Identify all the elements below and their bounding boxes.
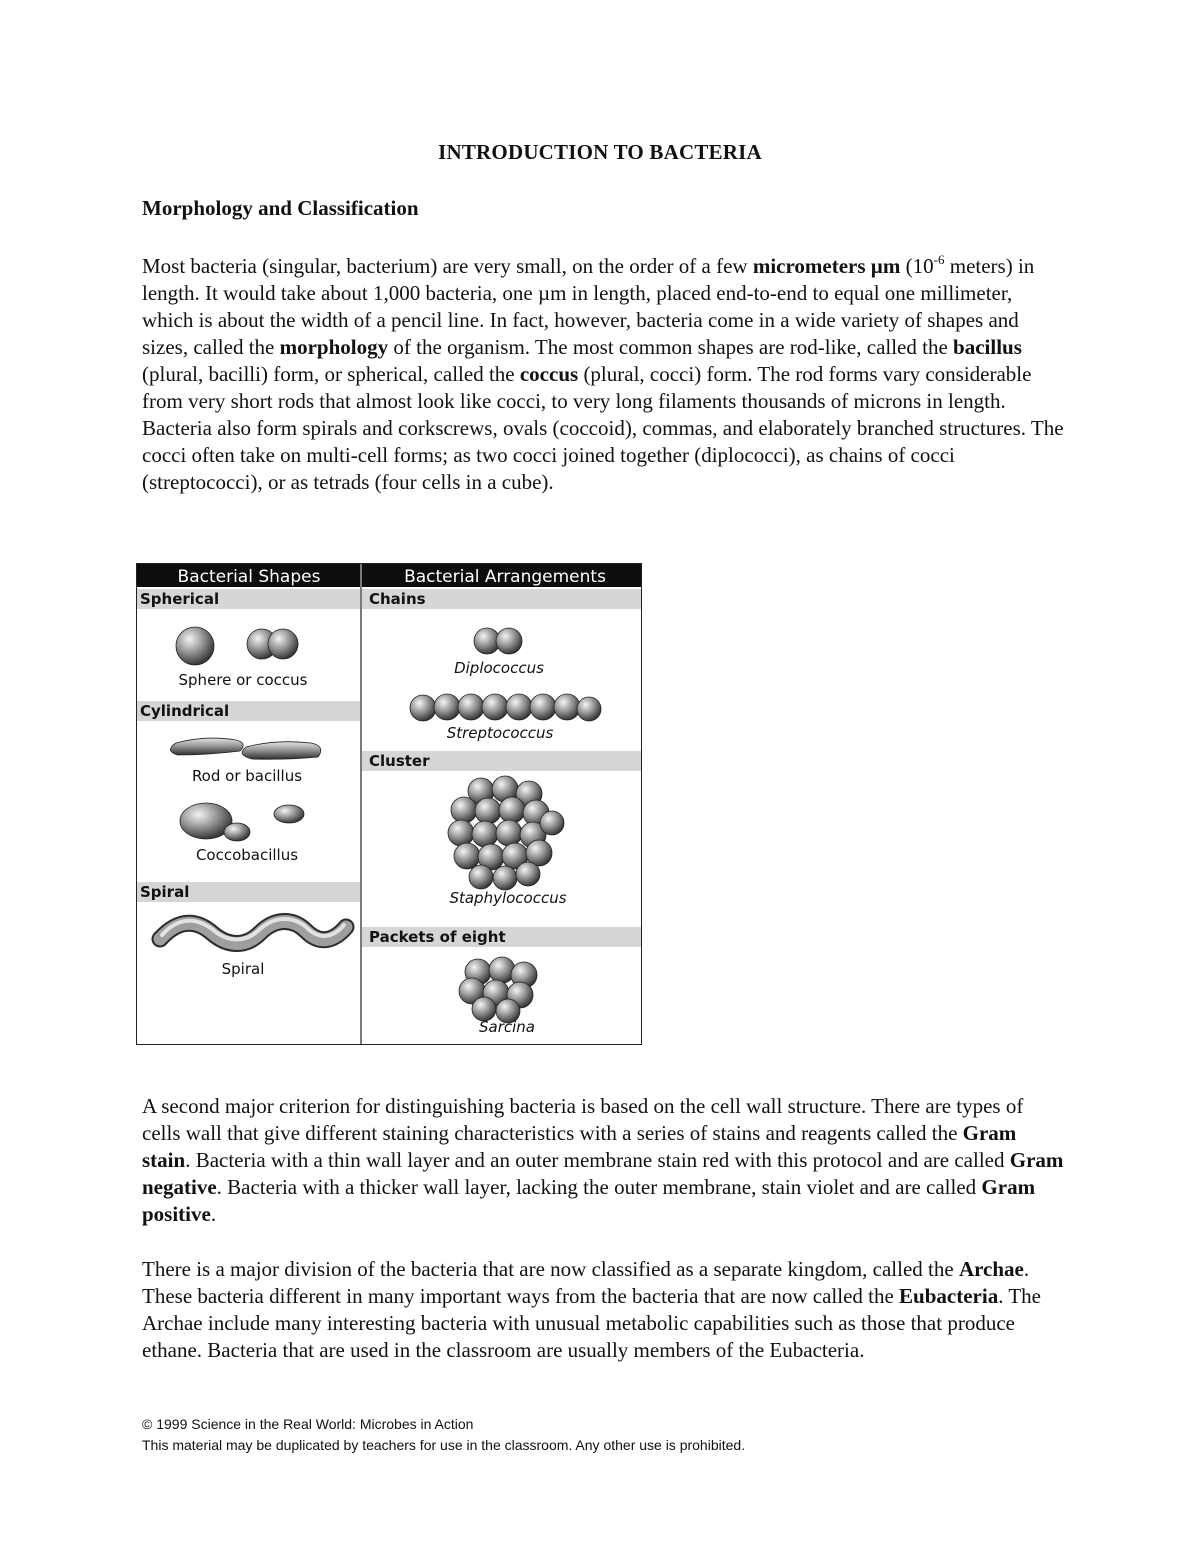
header-bacterial-arrangements: Bacterial Arrangements bbox=[404, 567, 606, 587]
paragraph-gram-stain: A second major criterion for distinguishing bacteria is based on the cell wall structure. There are types of cells wall that give different staining characteristics with a series of stains and reagents called the Gram stain. Bacteria with a thin wall layer and an outer membrane stain red with this protocol and are called Gram negative. Bacteria with a thicker wall layer, lacking the outer membrane, stain violet and are called Gram positive. bbox=[142, 1094, 1064, 1226]
header-bacterial-shapes: Bacterial Shapes bbox=[177, 567, 321, 587]
term-gram-positive: Gram positive bbox=[142, 1175, 1036, 1226]
section-cluster: Cluster bbox=[369, 752, 430, 770]
footer bbox=[142, 1414, 745, 1456]
term-micrometers: micrometers µm bbox=[752, 254, 901, 278]
term-gram-negative: Gram negative bbox=[142, 1148, 1064, 1199]
term-eubacteria: Eubacteria bbox=[899, 1284, 999, 1308]
term-coccus: coccus bbox=[519, 362, 579, 386]
label-sarcina: Sarcina bbox=[479, 1018, 535, 1036]
label-coccobacillus: Coccobacillus bbox=[195, 846, 299, 864]
term-gram-stain: Gram stain bbox=[142, 1121, 1017, 1172]
paragraph-archae: There is a major division of the bacteria that are now classified as a separate kingdom, called the Archae. These bacteria different in many important ways from the bacteria that are now called the Eubacteria. The Archae include many interesting bacteria with unusual metabolic capabilities such as those that produce ethane. Bacteria that are used in the classroom are usually members of the Eubacteria. bbox=[142, 1257, 1041, 1362]
section-spherical: Spherical bbox=[140, 590, 220, 608]
label-streptococcus: Streptococcus bbox=[446, 724, 554, 742]
label-rod-or-bacillus: Rod or bacillus bbox=[191, 767, 303, 785]
label-diplococcus: Diplococcus bbox=[454, 659, 544, 677]
footer-copyright: © 1999 Science in the Real World: Microbes in Action bbox=[142, 1416, 474, 1432]
term-morphology: morphology bbox=[279, 335, 389, 359]
bacterial-shapes-figure bbox=[136, 563, 642, 1045]
section-packets-of-eight: Packets of eight bbox=[369, 928, 506, 946]
section-cylindrical: Cylindrical bbox=[140, 702, 230, 720]
label-staphylococcus: Staphylococcus bbox=[449, 889, 567, 907]
section-heading: Morphology and Classification bbox=[142, 196, 419, 220]
label-spiral: Spiral bbox=[221, 960, 265, 978]
label-sphere-or-coccus: Sphere or coccus bbox=[178, 671, 308, 689]
term-archae: Archae bbox=[958, 1257, 1024, 1281]
page-title: INTRODUCTION TO BACTERIA bbox=[438, 140, 762, 164]
paragraph-size-morphology: Most bacteria (singular, bacterium) are very small, on the order of a few micrometers µm ($10^{-6}$ meters) in length. It would take about 1,000 bacteria, one µm in length, placed end-to-end to equal one millimeter, which is about the width of a pencil line. In fact, however, bacteria come in a wide variety of shapes and sizes, called the morphology of the organism. The most common shapes are rod-like, called the bacillus (plural, bacilli) form, or spherical, called the coccus (plural, cocci) form. The rod forms vary considerable from very short rods that almost look like cocci, to very long filaments thousands of microns in length. Bacteria also form spirals and corkscrews, ovals (coccoid), commas, and elaborately branched structures. The cocci often take on multi-cell forms; as two cocci joined together (diplococci), as chains of cocci (streptococci), or as tetrads (four cells in a cube). bbox=[142, 252, 1064, 494]
term-bacillus: bacillus bbox=[953, 335, 1022, 359]
section-chains: Chains bbox=[369, 590, 426, 608]
footer-notice: This material may be duplicated by teachers for use in the classroom. Any other use is prohibited. bbox=[142, 1437, 746, 1453]
section-spiral: Spiral bbox=[140, 883, 190, 901]
